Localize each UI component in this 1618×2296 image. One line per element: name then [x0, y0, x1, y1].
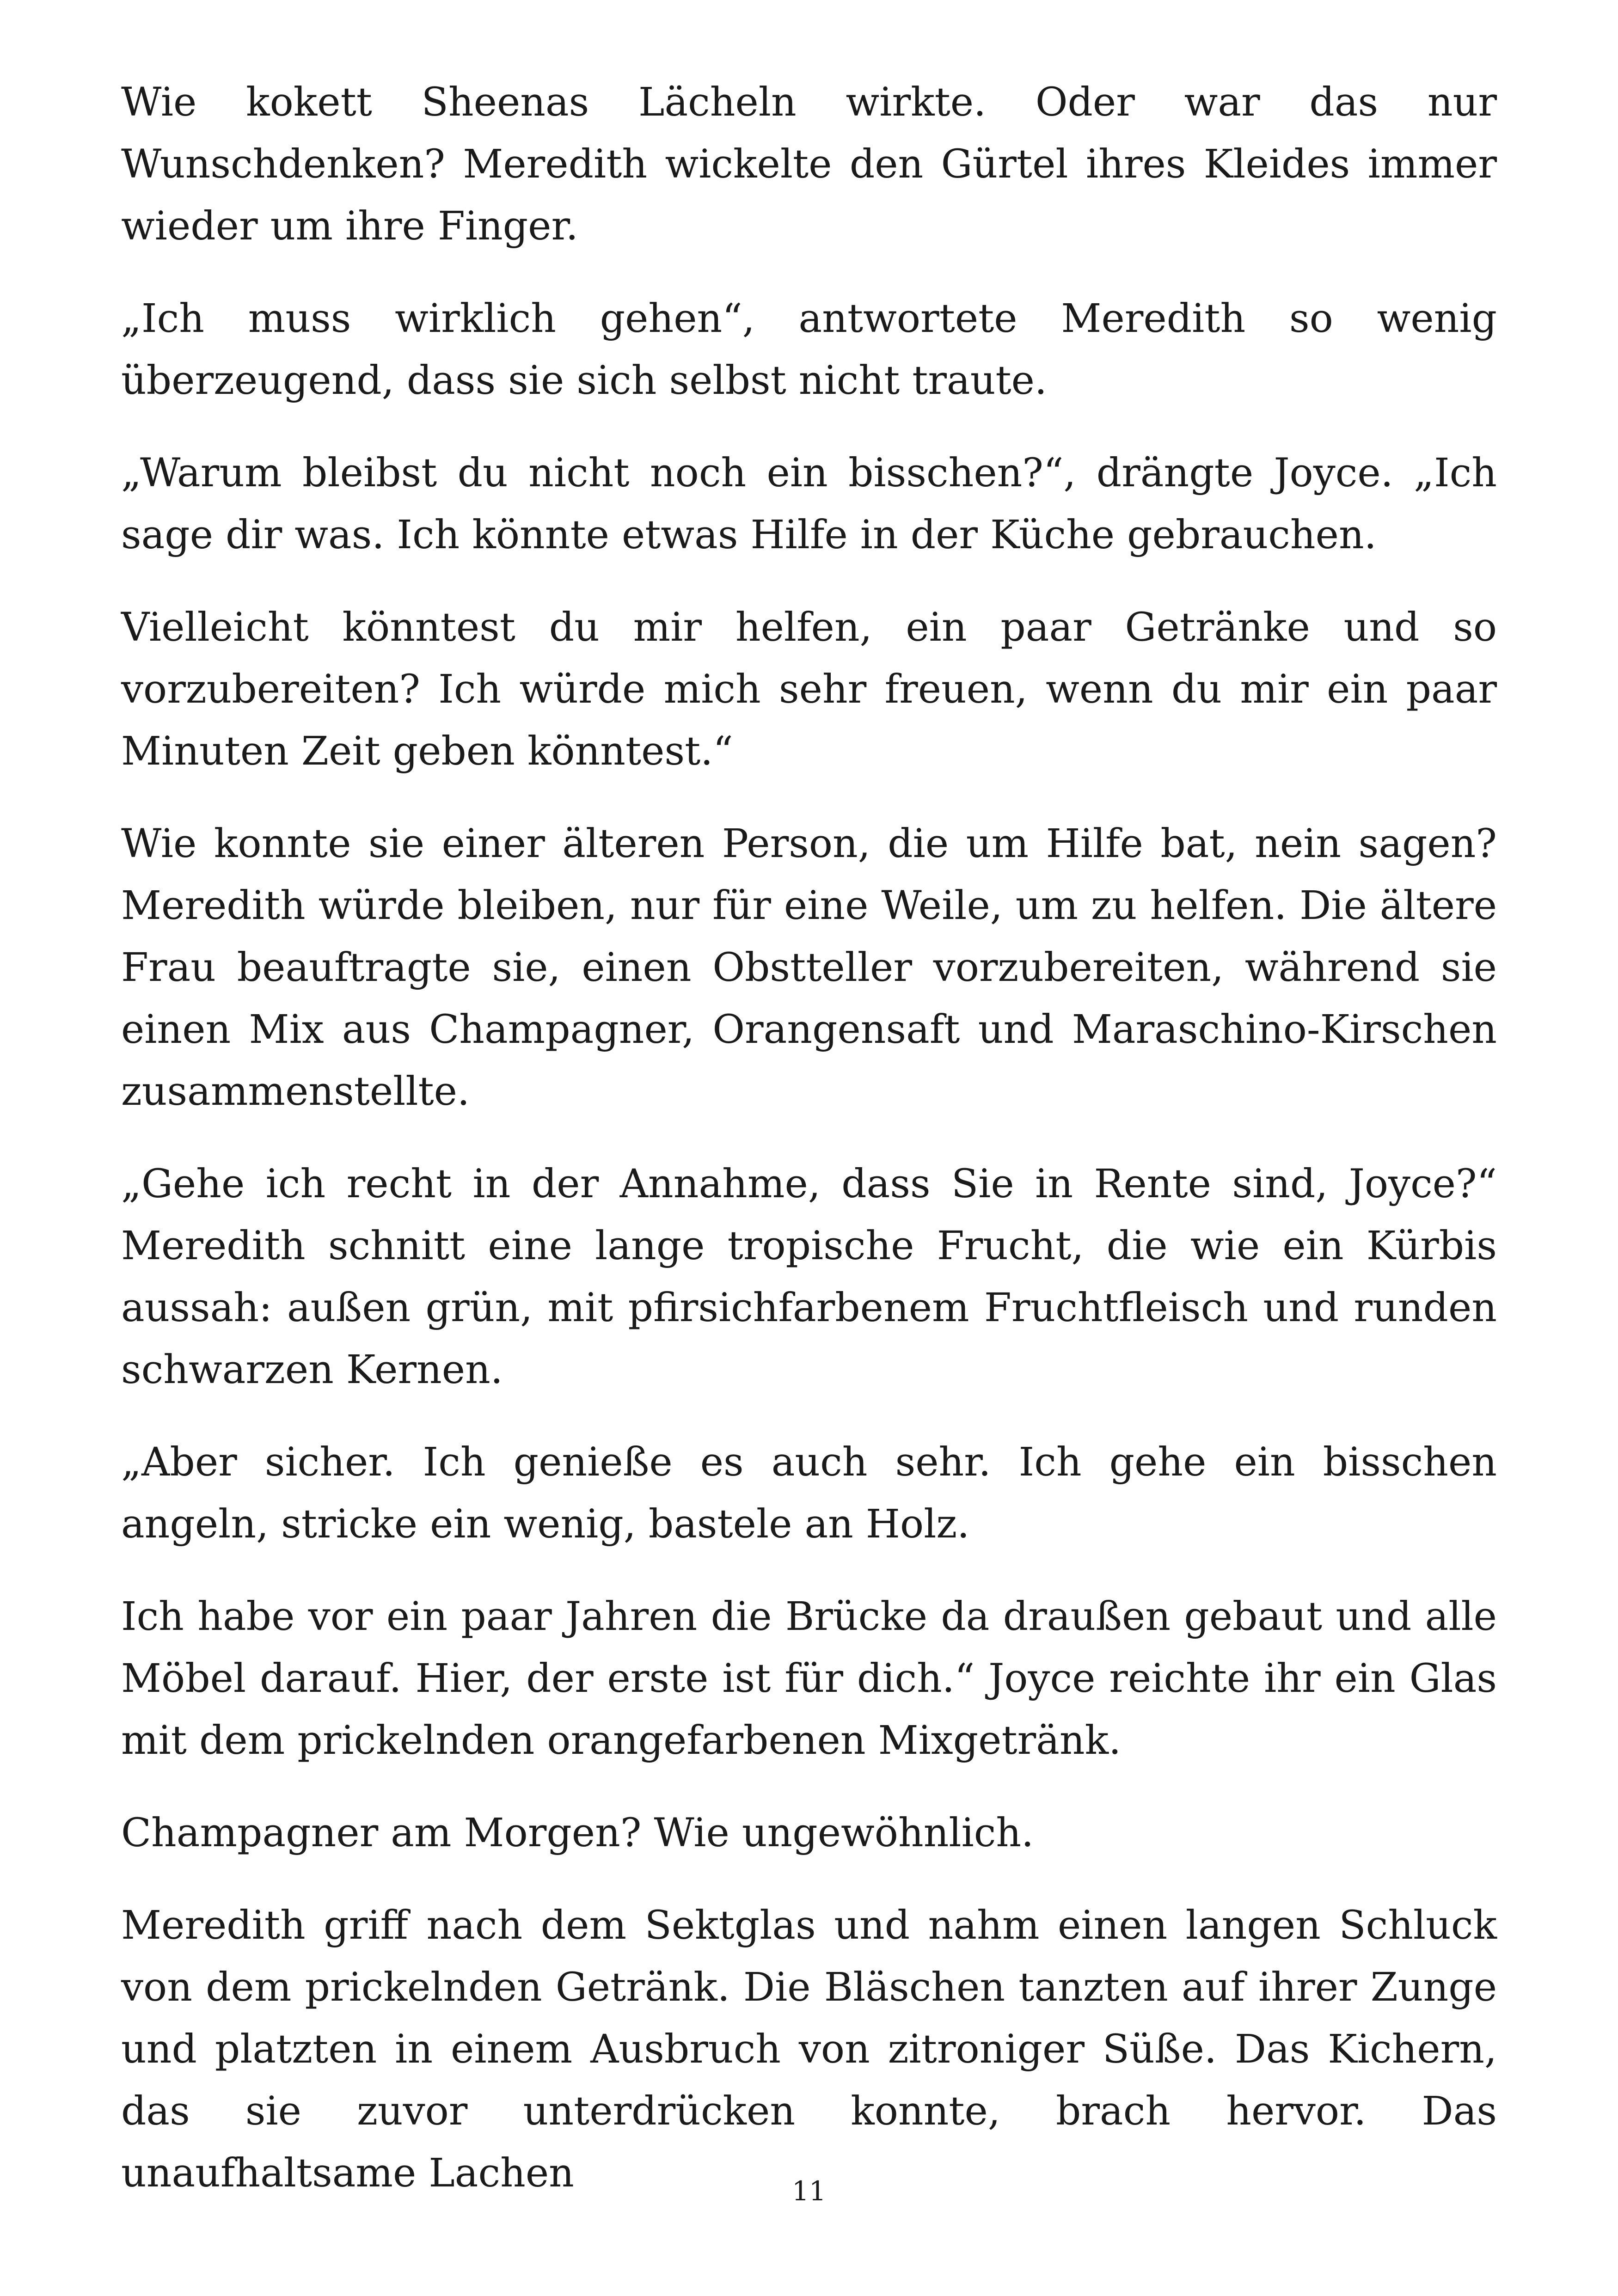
paragraph-8: Ich habe vor ein paar Jahren die Brücke da draußen gebaut und alle Möbel darauf. Hier, der erste ist für dich.“ Joyce reichte ihr ein Glas mit dem prickelnden orangefarbenen Mixgetränk. [121, 1594, 1497, 1763]
paragraph-6: „Gehe ich recht in der Annahme, dass Sie in Rente sind, Joyce?“ Meredith schnitt eine lange tropische Frucht, die wie ein Kürbis aussah: außen grün, mit pfirsichfarbenem Fruchtfleisch und runden schwarzen Kernen. [121, 1161, 1497, 1393]
paragraph-7: „Aber sicher. Ich genieße es auch sehr. Ich gehe ein bisschen angeln, stricke ein wenig, bastele an Holz. [121, 1439, 1497, 1547]
paragraph-5: Wie konnte sie einer älteren Person, die um Hilfe bat, nein sagen? Meredith würde bleiben, nur für eine Weile, um zu helfen. Die ältere Frau beauftragte sie, einen Obstteller vorzubereiten, während sie einen Mix aus Champagner, Orangensaft und Maraschino-Kirschen zusammenstellte. [121, 821, 1497, 1114]
page-number: 11 [792, 2175, 826, 2207]
paragraph-1: Wie kokett Sheenas Lächeln wirkte. Oder war das nur Wunschdenken? Meredith wickelte den Gürtel ihres Kleides immer wieder um ihre Finger. [121, 80, 1497, 249]
paragraph-3: „Warum bleibst du nicht noch ein bisschen?“, drängte Joyce. „Ich sage dir was. Ich könnte etwas Hilfe in der Küche gebrauchen. [121, 450, 1497, 558]
paragraph-9: Champagner am Morgen? Wie ungewöhnlich. [121, 1810, 1034, 1856]
paragraph-10: Meredith griff nach dem Sektglas und nahm einen langen Schluck von dem prickelnden Getränk. Die Bläschen tanzten auf ihrer Zunge und platzten in einem Ausbruch von zitroniger Süße. Das Kichern, das sie zuvor unterdrücken konnte, brach hervor. Das unaufhaltsame Lachen [121, 1903, 1497, 2196]
body-text [121, 72, 1497, 2204]
paragraph-4: Vielleicht könntest du mir helfen, ein paar Getränke und so vorzubereiten? Ich würde mich sehr freuen, wenn du mir ein paar Minuten Zeit geben könntest.“ [121, 605, 1497, 774]
paragraph-2: „Ich muss wirklich gehen“, antwortete Meredith so wenig überzeugend, dass sie sich selbst nicht traute. [121, 296, 1497, 404]
